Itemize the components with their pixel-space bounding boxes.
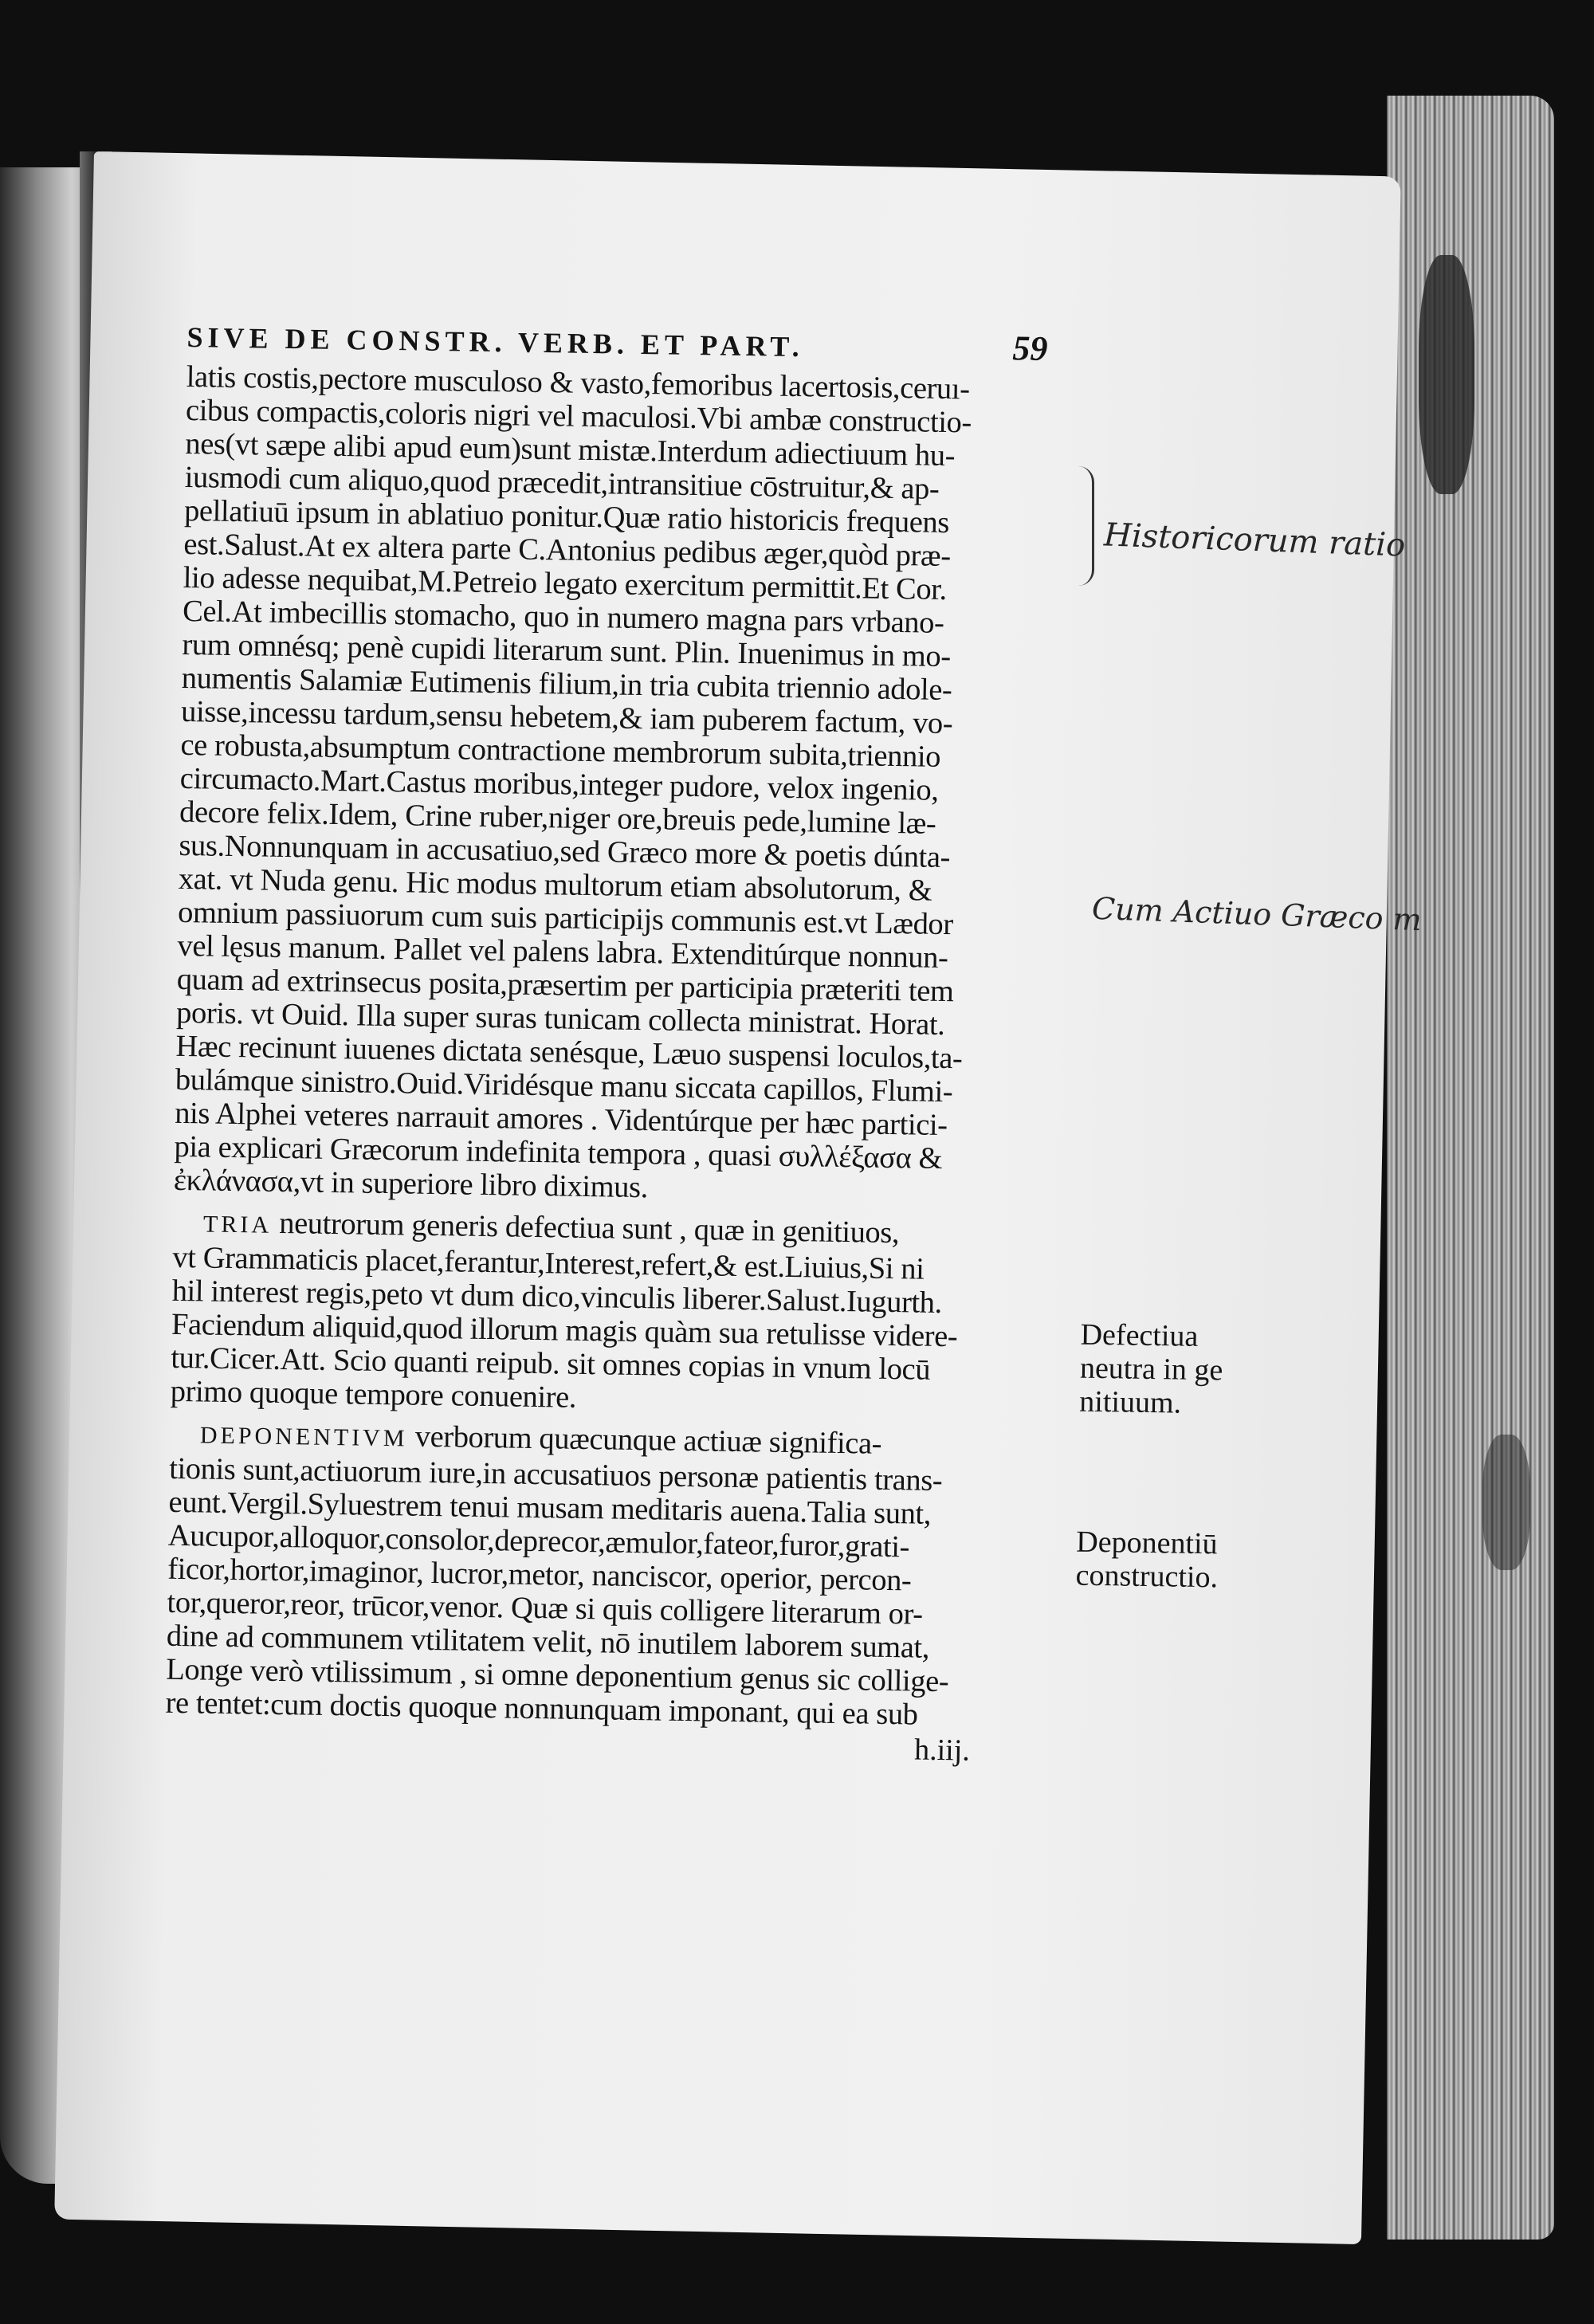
lead-word: DEPONENTIVM — [199, 1422, 408, 1452]
text-line: numentis Salamiæ Eutimenis filium,in tria cubita triennio adole- — [181, 661, 952, 708]
text-line: xat. vt Nuda genu. Hic modus multorum etiam absolutorum, & — [178, 862, 932, 908]
text-line: omnium passiuorum cum suis participijs communis est.vt Lædor — [177, 895, 954, 942]
text-line: sus.Nonnunquam in accusatiuo,sed Græco more & poetis dúnta- — [179, 828, 951, 875]
text-line: bulámque sinistro.Ouid.Viridésque manu siccata capillos, Flumi- — [175, 1062, 953, 1109]
signature-mark: h.iij. — [913, 1733, 971, 1768]
text-line: decore felix.Idem, Crine ruber,niger ore,breuis pede,lumine læ- — [179, 795, 936, 841]
text-line: ficor,hortor,imaginor, lucror,metor, nanciscor, operior, percon- — [167, 1552, 912, 1598]
text-line: ἐκλάνασα,vt in superiore libro diximus. — [173, 1163, 649, 1205]
text-line: circumacto.Mart.Castus moribus,integer pudore, velox ingenio, — [179, 761, 939, 807]
text-line: eunt.Vergil.Syluestrem tenui musam meditaris auena.Talia sunt, — [168, 1485, 932, 1531]
text-line: cibus compactis,coloris nigri vel maculosi.Vbi ambæ constructio- — [185, 393, 972, 440]
text-line: iusmodi cum aliquo,quod præcedit,intransitiue cōstruitur,& ap- — [184, 460, 940, 506]
text-line: lio adesse nequibat,M.Petreio legato exercitum permittit.Et Cor. — [183, 560, 948, 607]
text-line: vel lęsus manum. Pallet vel palens labra. Extenditúrque nonnun- — [177, 928, 948, 976]
handwritten-note-actiuo: Cum Actiuo Græco m — [1091, 890, 1423, 938]
page-stack-edges — [1387, 96, 1554, 2240]
text-line: tionis sunt,actiuorum iure,in accusatiuos personæ patientis trans- — [168, 1451, 943, 1498]
marginal-note-line: nitiuum. — [1079, 1384, 1182, 1420]
marginal-note-deponentium — [1075, 1525, 1219, 1595]
text-line: dine ad communem vtilitatem velit, nō inutilem laborem sumat, — [166, 1619, 930, 1665]
text-line: re tentet:cum doctis quoque nonnunquam imponant, qui ea sub — [165, 1686, 918, 1732]
text-line: tur.Cicer.Att. Scio quanti reipub. sit omnes copias in vnum locū — [171, 1341, 931, 1387]
text-line: vt Grammaticis placet,ferantur,Interest,refert,& est.Liuius,Si ni — [172, 1240, 925, 1286]
text-line: latis costis,pectore musculoso & vasto,femoribus lacertosis,ceruı- — [186, 359, 970, 406]
text-line: tor,queror,reor, trūcor,venor. Quæ si quis colligere literarum or- — [167, 1585, 923, 1631]
handwritten-brace — [1076, 466, 1094, 586]
page-text-block — [165, 315, 1064, 1770]
text-line: Longe verò vtilissimum , si omne deponentium genus sic collige- — [165, 1652, 949, 1699]
text-line: uisse,incessu tardum,sensu hebetem,& iam puberem factum, vo- — [180, 694, 953, 741]
text-line: Aucupor,alloquor,consolor,deprecor,æmulor,fateor,furor,grati- — [167, 1518, 910, 1564]
paragraph-2 — [170, 1205, 1050, 1422]
folio-number: 59 — [1012, 328, 1048, 368]
text-fragment: verborum quæcunque actiuæ significa- — [407, 1419, 882, 1461]
text-line: hil interest regis,peto vt dum dico,vinculis liberer.Salust.Iugurth. — [171, 1274, 943, 1321]
text-line: nis Alphei veteres narrauit amores . Videntúrque per hæc partici- — [174, 1096, 948, 1143]
running-head-title: SIVE DE CONSTR. VERB. ET PART. — [186, 320, 804, 363]
paragraph-1 — [174, 360, 1063, 1211]
text-line: pellatiuū ipsum in ablatiuo ponitur.Quæ ratio historicis frequens — [183, 493, 950, 540]
text-line: pia explicari Græcorum indefinita tempora , quasi συλλέξασα & — [174, 1129, 943, 1176]
text-line: poris. vt Ouid. Illa super suras tunicam collecta ministrat. Horat. — [175, 995, 945, 1042]
lead-word: TRIA — [202, 1211, 273, 1239]
text-line: est.Salust.At ex altera parte C.Antonius pedibus æger,quòd præ- — [183, 527, 952, 574]
marginal-note-defectiua — [1079, 1318, 1223, 1421]
text-line: Hæc recinunt iuuenes dictata senésque, Læuo suspensi loculos,ta- — [175, 1029, 963, 1076]
text-line: primo quoque tempore conuenire. — [170, 1374, 577, 1415]
text-fragment: neutrorum generis defectiua sunt , quæ in genitiuos, — [271, 1206, 900, 1250]
marginal-note-line: Defectiua — [1080, 1317, 1199, 1353]
text-line: quam ad extrinsecus posita,præsertim per participia præteriti tem — [176, 962, 954, 1009]
text-line: rum omnésq; penè cupidi literarum sunt. Plin. Inuenimus in mo- — [182, 627, 952, 674]
text-line: Faciendum aliquid,quod illorum magis quàm sua retulisse videre- — [171, 1307, 958, 1354]
marginal-note-line: neutra in ge — [1079, 1351, 1223, 1388]
paragraph-3 — [165, 1416, 1046, 1733]
text-line: ce robusta,absumptum contractione membrorum subita,triennio — [180, 728, 941, 774]
marginal-note-line: Deponentiū — [1076, 1525, 1218, 1561]
marginal-note-line: constructio. — [1075, 1558, 1219, 1595]
text-line: nes(vt sæpe alibi apud eum)sunt mistæ.Interdum adiectiuum hu- — [185, 426, 956, 473]
handwritten-note-historicorum: Historicorum ratio — [1103, 516, 1406, 564]
text-line: Cel.At imbecillis stomacho, quo in numero magna pars vrbano- — [182, 594, 944, 640]
